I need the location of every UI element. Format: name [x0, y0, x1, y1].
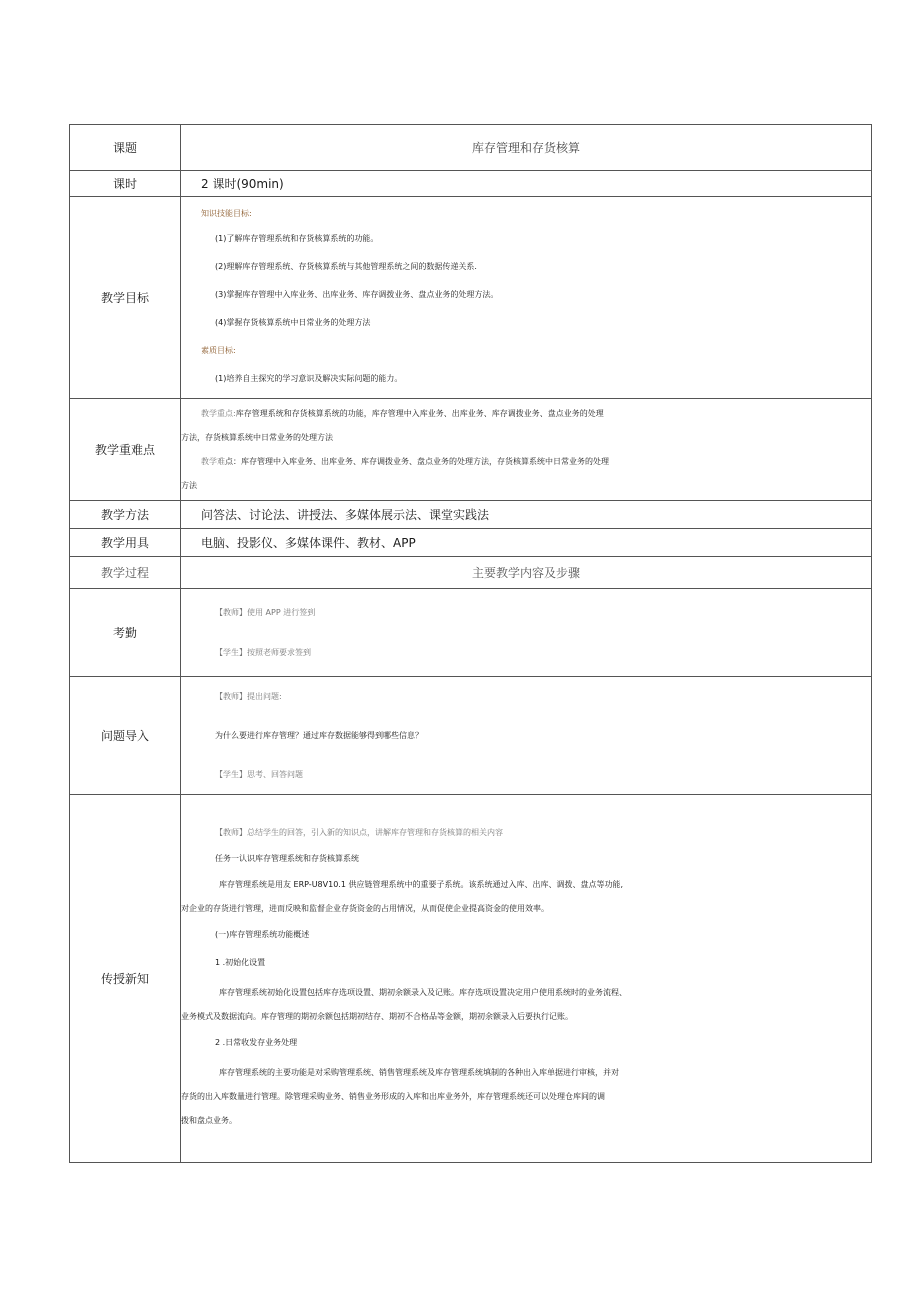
- hard-text: 点：库存管理中入库业务、出库业务、库存调拨业务、盘点业务的处理方法，存货核算系统中日常业务的处理: [225, 456, 609, 466]
- row-key-points: [70, 399, 872, 501]
- attendance-student: 【学生】按照老师要求签到: [215, 647, 311, 657]
- nk-para2-cont: 业务模式及数据流向。库存管理的期初余额包括期初结存、期初不合格品等金额，期初余额录入后要执行记账。: [181, 1012, 573, 1021]
- methods-label: 教学方法: [70, 501, 181, 529]
- process-header-left: 教学过程: [70, 557, 181, 589]
- nk-para3-cont: 存货的出入库数量进行管理。除管理采购业务、销售业务形成的入库和出库业务外，库存管理系统还可以处理仓库间的调: [181, 1092, 605, 1101]
- knowledge-item: (1)了解库存管理系统和存货核算系统的功能。: [215, 233, 379, 243]
- knowledge-item: (4)掌握存货核算系统中日常业务的处理方法: [215, 317, 371, 327]
- lesson-plan-table: [69, 124, 872, 1163]
- nk-teacher: 【教师】总结学生的回答，引入新的知识点，讲解库存管理和存货核算的相关内容: [215, 828, 503, 837]
- key-points-label: 教学重难点: [70, 399, 181, 501]
- key-label: 教学重点:: [201, 408, 236, 418]
- methods-value: 问答法、讨论法、讲授法、多媒体展示法、课堂实践法: [201, 508, 490, 522]
- knowledge-item: (2)理解库存管理系统、存货核算系统与其他管理系统之间的数据传递关系.: [215, 261, 477, 271]
- hard-label: 教学难: [201, 456, 225, 466]
- row-methods: [70, 501, 872, 529]
- attendance-teacher: 【教师】使用 APP 进行签到: [215, 607, 316, 617]
- tools-label: 教学用具: [70, 529, 181, 557]
- hard-text-cont: 方法: [181, 480, 197, 490]
- nk-para3-cont2: 拨和盘点业务。: [181, 1116, 237, 1125]
- intro-teacher: 【教师】提出问题:: [215, 691, 282, 701]
- nk-para1: 库存管理系统是用友 ERP-U8V10.1 供应链管理系统中的重要子系统。该系统通过入库、出库、调拨、盘点等功能,: [219, 880, 624, 889]
- intro-question: 为什么要进行库存管理？通过库存数据能够得到哪些信息？: [215, 730, 423, 740]
- row-hours: [70, 171, 872, 197]
- nk-para2: 库存管理系统初始化设置包括库存选项设置、期初余额录入及记账。库存选项设置决定用户使用系统时的业务流程、: [219, 988, 627, 997]
- new-knowledge-label: 传授新知: [70, 795, 181, 1163]
- key-text: 库存管理系统和存货核算系统的功能，库存管理中入库业务、出库业务、库存调拨业务、盘点业务的处理: [235, 408, 604, 418]
- intro-student: 【学生】思考、回答问题: [215, 769, 303, 779]
- quality-heading: 素质目标:: [201, 345, 236, 355]
- row-tools: [70, 529, 872, 557]
- knowledge-heading: 知识技能目标:: [201, 208, 252, 218]
- hours-value: 2 课时(90min): [201, 177, 284, 191]
- process-header-right: 主要教学内容及步骤: [181, 557, 872, 589]
- row-process-header: [70, 557, 872, 589]
- row-new-knowledge: [70, 795, 872, 1163]
- nk-para3: 库存管理系统的主要功能是对采购管理系统、销售管理系统及库存管理系统填制的各种出入库单据进行审核，并对: [219, 1068, 619, 1077]
- quality-item: (1)培养自主探究的学习意识及解决实际问题的能力。: [215, 373, 403, 383]
- tools-value: 电脑、投影仪、多媒体课件、教材、APP: [201, 536, 416, 550]
- row-intro: [70, 677, 872, 795]
- attendance-label: 考勤: [70, 589, 181, 677]
- objectives-label: 教学目标: [70, 197, 181, 399]
- row-topic: [70, 125, 872, 171]
- intro-label: 问题导入: [70, 677, 181, 795]
- nk-sub1: 1 .初始化设置: [215, 958, 266, 967]
- knowledge-item: (3)掌握库存管理中入库业务、出库业务、库存调拨业务、盘点业务的处理方法。: [215, 289, 499, 299]
- topic-value: 库存管理和存货核算: [181, 125, 872, 171]
- hours-label: 课时: [70, 171, 181, 197]
- nk-section1: (一)库存管理系统功能概述: [215, 930, 310, 939]
- row-attendance: [70, 589, 872, 677]
- nk-para1-cont: 对企业的存货进行管理，进而反映和监督企业存货资金的占用情况，从而促使企业提高资金的使用效率。: [181, 904, 549, 913]
- nk-sub2: 2 .日常收发存业务处理: [215, 1038, 298, 1047]
- key-text-cont: 方法，存货核算系统中日常业务的处理方法: [181, 432, 333, 442]
- nk-task: 任务一认识库存管理系统和存货核算系统: [215, 854, 359, 863]
- topic-label: 课题: [70, 125, 181, 171]
- row-objectives: [70, 197, 872, 399]
